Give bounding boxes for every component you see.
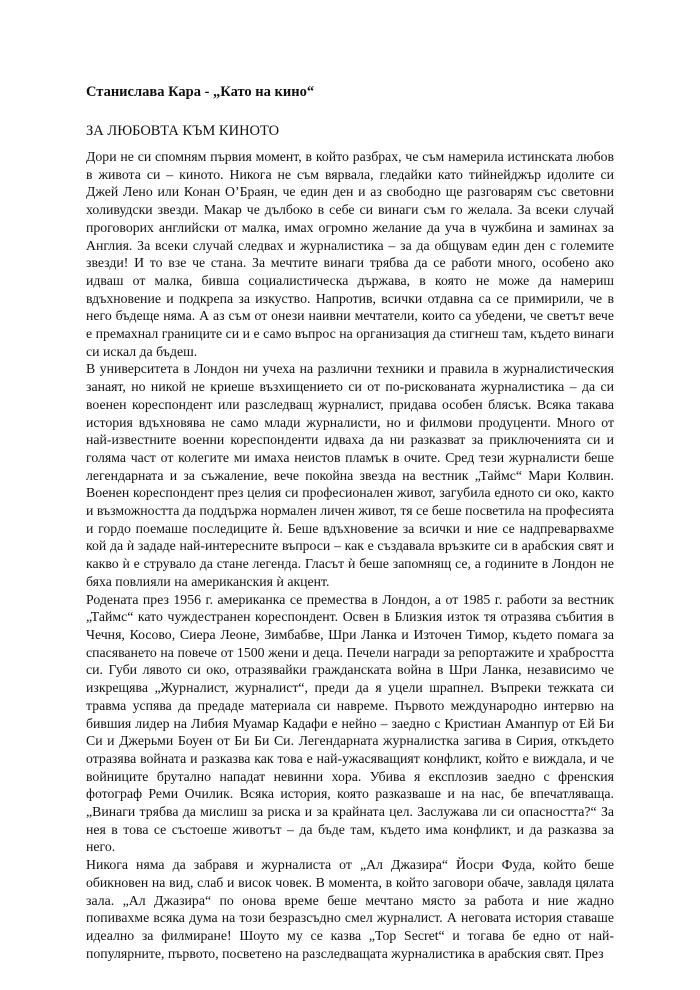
paragraph: Дори не си спомням първия момент, в който разбрах, че съм намерила истинската любов в живота си – киното. Никога не съм вярвала, гледайки като тийнейджър идолите си Джей Лено или Конан О’Браян, че един ден и аз свободно ще разговарям със световни холивудски звезди. Макар че дълбоко в себе си винаги съм го желала. За всеки случай проговорих английски от малка, имах огромно желание да уча в чужбина и заминах за Англия. За всеки случай следвах и журналистика – за да общувам един ден с големите звезди! И то взе че стана. За мечтите винаги трябва да се работи много, особено ако идваш от малка, бивша социалистическа държава, в която не може да намериш вдъхновение и подкрепа за изкуство. Напротив, всички отдавна са се примирили, че в него бъдеще няма. А аз съм от онези наивни мечтатели, които са убедени, че светът вече е премахнал границите си и е само въпрос на организация да стигнеш там, където винаги си искал да бъдеш. bbox=[86, 149, 614, 359]
document-body bbox=[86, 148, 614, 962]
document-title: Станислава Кара - „Като на кино“ bbox=[86, 84, 315, 100]
paragraph: В университета в Лондон ни учеха на различни техники и правила в журналистическия занаят, но никой не криеше възхищението си от по-рискованата журналистика – да си военен кореспондент или разследващ журналист, придава особен блясък. Всяка такава история вдъхновява не само млади журналисти, но и филмови продуценти. Много от най-известните военни кореспонденти идваха да ни разказват за приключенията си и голяма част от колегите ми имаха неистов пламък в очите. Сред тези журналисти беше легендарната и за съжаление, вече покойна звезда на вестник „Таймс“ Мари Колвин. Военен кореспондент през целия си професионален живот, загубила едното си око, както и възможността да поддържа нормален личен живот, тя се беше посветила на професията и гордо поемаше последиците ѝ. Беше вдъхновение за всички и ние се надпреварвахме кой да ѝ зададе най-интересните въпроси – как е създавала връзките си в арабския свят и какво ѝ е струвало да стане легенда. Гласът ѝ беше запомнящ се, а годините в Лондон не бяха повлияли на американския ѝ акцент. bbox=[86, 361, 614, 589]
paragraph: Никога няма да забравя и журналиста от „Ал Джазира“ Йосри Фуда, който беше обикновен на вид, слаб и висок човек. В момента, в който заговори обаче, завладя цялата зала. „Ал Джазира“ по онова време беше мечтано място за работа и ние жадно попивахме всяка дума на този безразсъдно смел журналист. А неговата история ставаше идеално за филмиране! Шоуто му се казва „Top Secret“ и тогава бе едно от най-популярните, първото, посветено на разследващата журналистика в арабския свят. През bbox=[86, 857, 614, 961]
paragraph: Родената през 1956 г. американка се премества в Лондон, а от 1985 г. работи за вестник „Таймс“ като чуждестранен кореспондент. Освен в Близкия изток тя отразява събития в Чечня, Косово, Сиера Леоне, Зимбабве, Шри Ланка и Източен Тимор, където помага за спасяването на повече от 1500 жени и деца. Печели награди за репортажите и храбростта си. Губи лявото си око, отразявайки гражданската война в Шри Ланка, независимо че изкрещява „Журналист, журналист“, преди да я уцели шрапнел. Въпреки тежката си травма успява да предаде материала си навреме. Първото международно интервю на бившия лидер на Либия Муамар Кадафи е нейно – заедно с Кристиан Аманпур от Ей Би Си и Джерьми Боуен от Би Би Си. Легендарната журналистка загива в Сирия, откъдето отразява войната и разказва как това е най-ужасяващият конфликт, който е виждала, и че войниците брутално нападат невинни хора. Убива я експлозив заедно с френския фотограф Реми Очилик. Всяка история, която разказваше и на нас, бе впечатляваща. „Винаги трябва да мислиш за риска и за крайната цел. Заслужава ли си опасността?“ За нея в това се състоеше животът – да бъде там, където има конфликт, и да разказва за него. bbox=[86, 591, 614, 855]
section-heading: ЗА ЛЮБОВТА КЪМ КИНОТО bbox=[86, 123, 280, 139]
